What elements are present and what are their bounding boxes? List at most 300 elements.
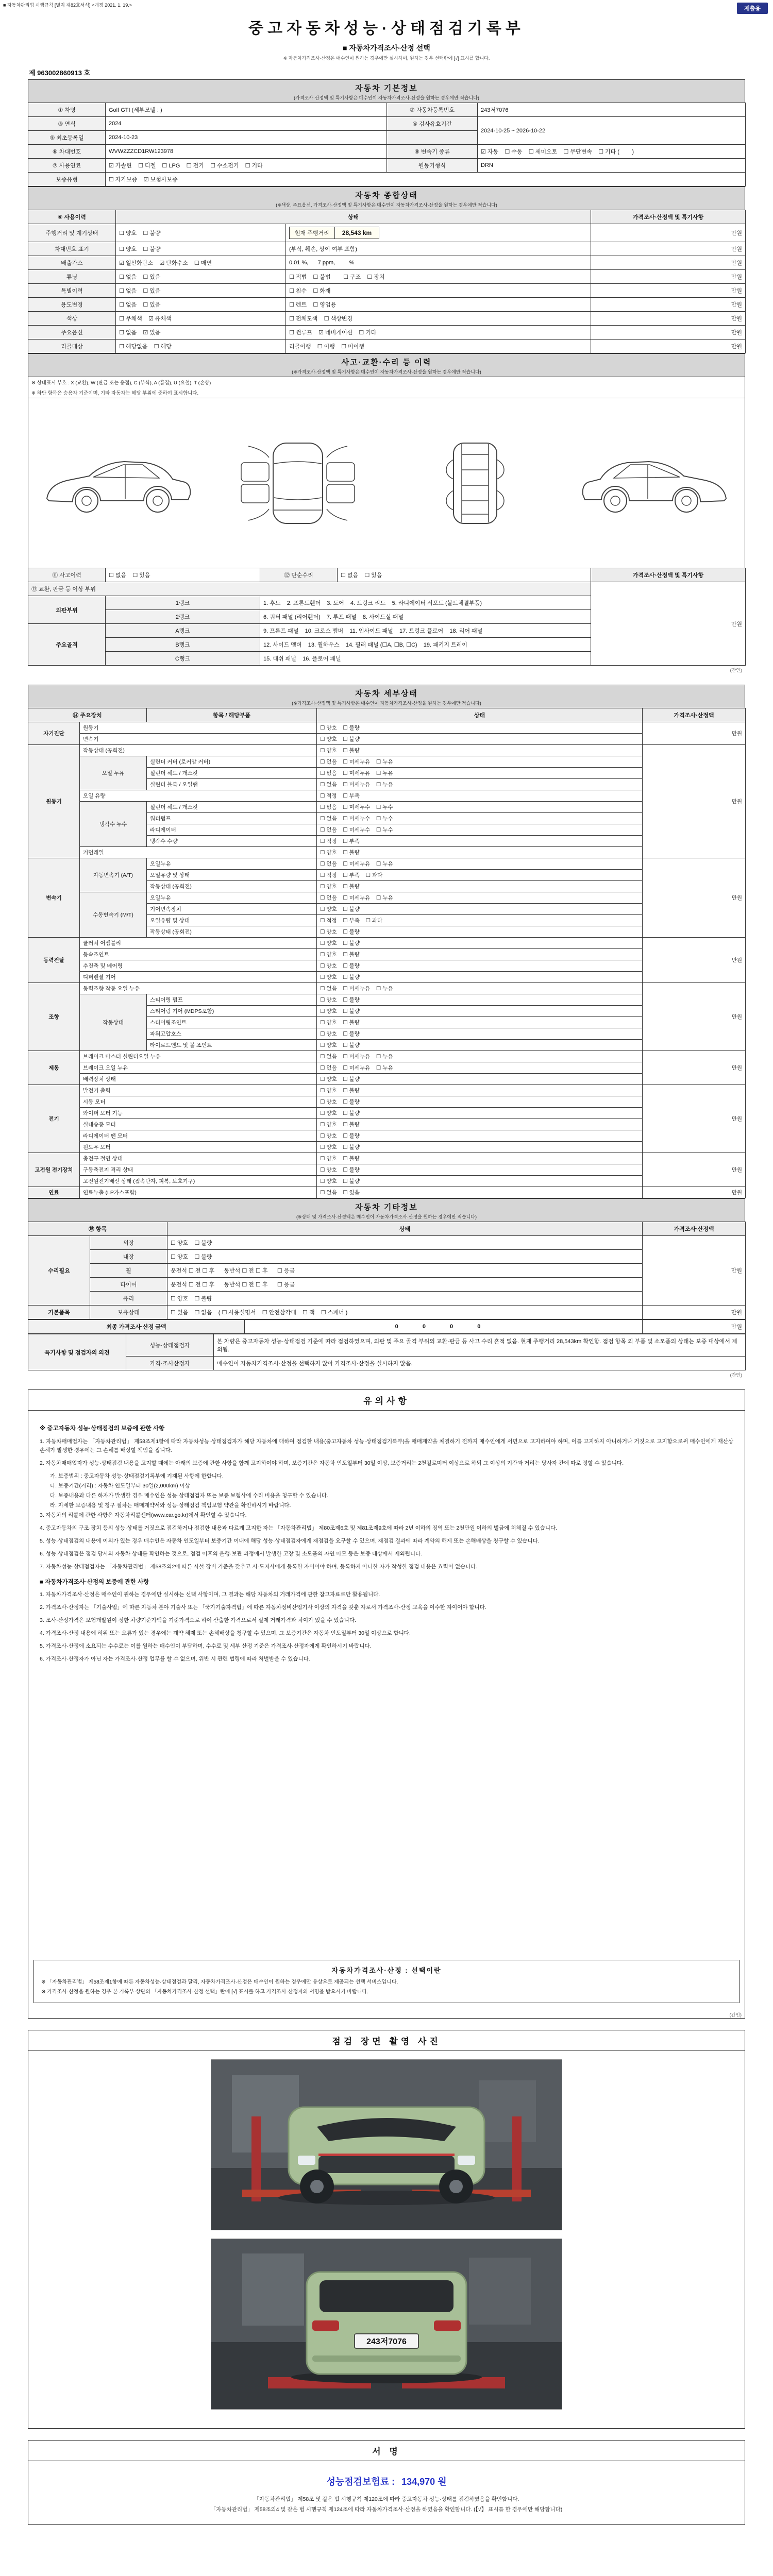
doc-title: 중고자동차성능·상태점검기록부: [248, 20, 525, 37]
summary-row: [28, 298, 746, 312]
price-unit-cell: 만원: [591, 256, 746, 270]
device-state-checkboxes[interactable]: ☐ 양호 ☐ 불량: [317, 1164, 643, 1176]
device-group-label: 원동기: [28, 745, 80, 858]
price-unit-cell: 만원: [643, 938, 746, 983]
summary-row: [28, 312, 746, 326]
device-item-label: 동력조향 작동 오일 누유: [80, 983, 317, 994]
price-survey-definition-box: [33, 1960, 740, 2003]
device-state-checkboxes[interactable]: ☐ 없음 ☐ 있음: [317, 1187, 643, 1198]
confirmation-line: 「자동차관리법」 제58조 및 같은 법 시행규칙 제120조에 따라 중고자동차 성능·상태를 점검하였음을 확인합니다.: [254, 2496, 519, 2502]
device-group-label: 변속기: [28, 858, 80, 938]
detail-row: [28, 892, 746, 904]
summary-item-label: 리콜대상: [28, 340, 116, 353]
summary-item-label: 튜닝: [28, 270, 116, 284]
panel-category-label: 외판부위: [28, 596, 106, 624]
panel-items-list[interactable]: 12. 사이드 멤버 13. 휠하우스 14. 필러 패널 (☐A, ☐B, ☐C) 19. 패키지 트레이: [260, 638, 591, 652]
table-header-row: [28, 1222, 746, 1236]
etc-group-label: 수리필요: [28, 1236, 90, 1306]
table-row: [28, 173, 746, 187]
notice-block-heading: ※ 중고자동차 성능·상태점검의 보증에 관한 사항: [40, 1426, 165, 1432]
section-final-price: [28, 1319, 745, 1334]
price-unit-cell: 만원: [643, 983, 746, 1051]
notice-item: 6. 성능·상태점검은 점검 당시의 자동차 상태를 확인하는 것으로, 점검 이후의 운행·보관 과정에서 발생한 고장 및 소모품의 자연 마모 등은 보증 대상에서 제외됩니다.: [40, 1550, 423, 1557]
device-state-checkboxes[interactable]: ☐ 양호 ☐ 불량: [317, 1028, 643, 1040]
section-accident-history: [28, 353, 745, 673]
notices-content: [28, 1411, 745, 1952]
table-row: [28, 117, 746, 131]
remarks-row: [28, 1357, 746, 1370]
device-item-label: 디퍼렌셜 기어: [80, 972, 317, 983]
doc-subtitle[interactable]: ■ 자동차가격조사·산정 선택: [343, 44, 430, 52]
price-unit-cell: 만원: [591, 270, 746, 284]
device-state-checkboxes[interactable]: ☐ 없음 ☐ 미세누수 ☐ 누수: [317, 824, 643, 836]
notice-item: 4. 가격조사·산정 내용에 허위 또는 오류가 있는 경우에는 계약 해제 또는 손해배상을 청구할 수 있으며, 그 보증기간은 자동차 인도일부터 30일 이상으로 합니다.: [40, 1630, 411, 1637]
inspection-period-label: ④ 검사유효기간: [387, 117, 478, 131]
first-registration-value: 2024-10-23: [106, 131, 387, 145]
device-state-checkboxes[interactable]: ☐ 양호 ☐ 불량: [317, 1085, 643, 1096]
device-state-checkboxes[interactable]: ☐ 양호 ☐ 불량: [317, 1153, 643, 1164]
summary-row: [28, 270, 746, 284]
price-unit-cell: 만원: [591, 340, 746, 353]
fuel-label: ⑦ 사용연료: [28, 159, 106, 173]
device-state-checkboxes[interactable]: ☐ 양호 ☐ 불량: [317, 1119, 643, 1130]
model-year-value: 2024: [106, 117, 387, 131]
device-state-checkboxes[interactable]: ☐ 양호 ☐ 불량: [317, 1096, 643, 1108]
signature-title: 서 명: [28, 2441, 745, 2461]
confirmation-line: 「자동차관리법」 제58조의4 및 같은 법 시행규칙 제124조에 따라 자동차가격조사·산정을 하였음을 확인합니다. (【√】 표시를 한 경우에만 해당합니다): [210, 2506, 563, 2513]
remarks-table: [28, 1334, 746, 1370]
panel-category-label: 주요골격: [28, 624, 106, 666]
notice-item: 4. 중고자동차의 구조·장치 등의 성능·상태를 거짓으로 점검하거나 점검한 내용과 다르게 고지한 자는 「자동차관리법」 제80조제6호 및 제81조제9호에 따라 2년 이하의 징역 또는 2천만원 이하의 벌금에 처해질 수 있습니다.: [40, 1524, 558, 1531]
page-seal-mark: (간인): [730, 668, 742, 673]
car-diagram-underbody-frame: [393, 437, 558, 530]
panel-rank-label: A랭크: [106, 624, 260, 638]
summary-state-checkboxes[interactable]: ☐ 없음 ☑ 있음: [116, 326, 286, 340]
submission-badge[interactable]: 제출용: [737, 3, 768, 14]
price-survey-definition-line: ※ 「자동차관리법」 제58조제1항에 따른 자동차성능·상태점검과 달리, 자동차가격조사·산정은 매수인이 원하는 경우에만 유상으로 제공되는 선택 서비스입니다.: [41, 1979, 398, 1985]
vin-label: ⑥ 차대번호: [28, 145, 106, 159]
etc-group-label: 기본품목: [28, 1306, 90, 1319]
device-state-checkboxes[interactable]: ☐ 없음 ☐ 미세누유 ☐ 누유: [317, 1062, 643, 1074]
device-state-checkboxes[interactable]: ☐ 양호 ☐ 불량: [317, 1142, 643, 1153]
device-item-label: 오일유량 및 상태: [147, 915, 317, 926]
etc-state-checkboxes[interactable]: ☐ 양호 ☐ 불량: [167, 1236, 643, 1250]
notice-item: 2. 가격조사·산정자는 「기술사법」에 따른 자동차 분야 기술사 또는 「국가기술자격법」에 따른 자동차정비산업기사 이상의 자격을 갖춘 자로서 가격조사·산정 교육을 이수한 자이어야 합니다.: [40, 1604, 486, 1611]
etc-state-checkboxes[interactable]: ☐ 양호 ☐ 불량: [167, 1250, 643, 1264]
notice-item: 5. 가격조사·산정에 소요되는 수수료는 이를 원하는 매수인이 부담하며, 수수료 및 세부 산정 기준은 가격조사·산정자에게 확인하시기 바랍니다.: [40, 1643, 372, 1650]
device-subgroup-label: 자동변속기 (A/T): [80, 858, 147, 892]
device-item-label: 스티어링조인트: [147, 1017, 317, 1028]
price-unit-cell: 만원: [643, 858, 746, 938]
detail-row: [28, 1130, 746, 1142]
etc-state-checkboxes[interactable]: ☐ 있음 ☐ 없음 ( ☐ 사용설명서 ☐ 안전삼각대 ☐ 잭 ☐ 스패너 ): [167, 1306, 643, 1319]
summary-state-checkboxes[interactable]: ☐ 없음 ☐ 있음: [116, 298, 286, 312]
device-group-label: 연료: [28, 1187, 80, 1198]
device-state-checkboxes[interactable]: ☐ 양호 ☐ 불량: [317, 745, 643, 756]
usage-history-column-header: ⑨ 사용이력: [28, 210, 116, 224]
device-item-label: 스티어링 기어 (MDPS포함): [147, 1006, 317, 1017]
device-state-checkboxes[interactable]: ☐ 없음 ☐ 미세누유 ☐ 누유: [317, 858, 643, 870]
price-unit-cell: 만원: [591, 312, 746, 326]
device-state-checkboxes[interactable]: ☐ 양호 ☐ 불량: [317, 1108, 643, 1119]
car-name-label: ① 차명: [28, 103, 106, 117]
remarks-label: 특기사항 및 점검자의 의견: [28, 1334, 126, 1370]
device-state-checkboxes[interactable]: ☐ 양호 ☐ 불량: [317, 938, 643, 949]
summary-detail-cell[interactable]: ☐ 썬루프 ☑ 네비게이션 ☐ 기타: [286, 326, 591, 340]
device-state-checkboxes[interactable]: ☐ 양호 ☐ 불량: [317, 960, 643, 972]
device-state-checkboxes[interactable]: ☐ 없음 ☐ 미세누유 ☐ 누유: [317, 1051, 643, 1062]
inspection-photo-front: [211, 2059, 562, 2230]
current-mileage-value: 28,543 km: [342, 229, 372, 236]
final-price-label: 최종 가격조사·산정 금액: [28, 1320, 245, 1334]
device-item-label: 오일누유: [147, 892, 317, 904]
notice-item: 3. 조사·산정가격은 보험개발원이 정한 차량기준가액을 기준가격으로 하여 산출한 가격으로서 실제 거래가격과 차이가 있을 수 있습니다.: [40, 1617, 356, 1624]
device-item-label: 와이퍼 모터 기능: [80, 1108, 317, 1119]
accident-history-checkboxes[interactable]: ☐ 없음 ☐ 있음: [106, 568, 260, 582]
notice-sub-item: 라. 자세한 보증내용 및 청구 절차는 매매계약서와 성능·상태점검 책임보험 약관을 확인하시기 바랍니다.: [50, 1502, 291, 1509]
device-state-checkboxes[interactable]: ☐ 양호 ☐ 불량: [317, 722, 643, 734]
car-diagram-top-panels: [215, 437, 380, 530]
reg-no-value: 243저7076: [478, 103, 746, 117]
detail-row: [28, 983, 746, 994]
etc-item-label: 휠: [90, 1264, 167, 1278]
device-item-label: 작동상태 (공회전): [147, 881, 317, 892]
detail-row: [28, 1119, 746, 1130]
final-price-table: [28, 1319, 746, 1334]
device-item-label: 원동기: [80, 722, 317, 734]
detail-section-title: 자동차 세부상태: [355, 689, 418, 698]
device-item-label: 오일유량 및 상태: [147, 870, 317, 881]
device-item-label: 워터펌프: [147, 813, 317, 824]
summary-row: [28, 340, 746, 353]
etc-row: [28, 1236, 746, 1250]
transmission-label: ⑧ 변속기 종류: [387, 145, 478, 159]
warranty-type-label: 보증유형: [28, 173, 106, 187]
detail-row: [28, 1096, 746, 1108]
notice-item: 3. 자동차의 리콜에 관한 사항은 자동차리콜센터(www.car.go.kr)에서 확인할 수 있습니다.: [40, 1512, 247, 1518]
section-detailed-condition: [28, 685, 745, 1198]
device-state-checkboxes[interactable]: ☐ 없음 ☐ 미세누유 ☐ 누유: [317, 892, 643, 904]
summary-row: [28, 256, 746, 270]
etc-section-header: [28, 1198, 745, 1222]
accident-history-label: ⑪ 사고이력: [28, 568, 106, 582]
summary-state-checkboxes[interactable]: ☐ 무채색 ☑ 유채색: [116, 312, 286, 326]
price-unit-cell: 만원: [591, 326, 746, 340]
notice-item: 1. 자동차가격조사·산정은 매수인이 원하는 경우에만 실시하는 선택 사항이며, 그 결과는 해당 자동차의 거래가격에 관한 참고자료로만 활용됩니다.: [40, 1591, 380, 1598]
device-state-checkboxes[interactable]: ☐ 양호 ☐ 불량: [317, 734, 643, 745]
price-unit-cell: 만원: [643, 1306, 746, 1319]
device-state-checkboxes[interactable]: ☐ 없음 ☐ 미세누수 ☐ 누수: [317, 813, 643, 824]
device-subgroup-label: 수동변속기 (M/T): [80, 892, 147, 938]
device-item-label: 클러치 어셈블리: [80, 938, 317, 949]
page-seal-mark: (간인): [730, 1372, 742, 1378]
section-remarks: [28, 1334, 745, 1378]
device-item-label: 타이로드엔드 및 볼 조인트: [147, 1040, 317, 1051]
section-signature: [28, 2440, 745, 2525]
etc-state-checkboxes[interactable]: ☐ 양호 ☐ 불량: [167, 1292, 643, 1306]
model-year-label: ③ 연식: [28, 117, 106, 131]
panel-items-list[interactable]: 15. 대쉬 패널 16. 플로어 패널: [260, 652, 591, 666]
device-state-checkboxes[interactable]: ☐ 양호 ☐ 불량: [317, 1130, 643, 1142]
etc-row: [28, 1264, 746, 1278]
summary-row: [28, 224, 746, 242]
price-unit-cell: 만원: [591, 582, 746, 666]
device-item-label: 실내송풍 모터: [80, 1119, 317, 1130]
device-state-checkboxes[interactable]: ☐ 없음 ☐ 미세누유 ☐ 누유: [317, 983, 643, 994]
engine-type-value: DRN: [478, 159, 746, 173]
state-column-header: 상태: [116, 210, 591, 224]
etc-section-title: 자동차 기타정보: [355, 1203, 418, 1212]
device-item-label: 브레이크 오일 누유: [80, 1062, 317, 1074]
summary-detail-cell[interactable]: ☐ 적법 ☐ 불법 ☐ 구조 ☐ 장치: [286, 270, 591, 284]
summary-detail-cell: [286, 224, 591, 242]
doc-number: 제 963002860913 호: [29, 69, 91, 77]
detail-row: [28, 994, 746, 1006]
etc-row: [28, 1292, 746, 1306]
price-unit-cell: 만원: [591, 298, 746, 312]
device-item-label: 구동축전지 격리 상태: [80, 1164, 317, 1176]
final-price-amount[interactable]: 0 0 0 0: [245, 1320, 643, 1334]
detail-section-note: (※가격조사·산정액 및 특기사항은 매수인이 자동차가격조사·산정을 원하는 경우에만 적습니다): [292, 701, 481, 706]
device-state-checkboxes[interactable]: ☐ 적정 ☐ 부족: [317, 790, 643, 802]
device-item-label: 기어변속장치: [147, 904, 317, 915]
page-seal-mark: (간인): [729, 2012, 742, 2018]
price-unit-cell: 만원: [643, 1187, 746, 1198]
etc-row: [28, 1250, 746, 1264]
device-item-label: 충전구 절연 상태: [80, 1153, 317, 1164]
detail-row: [28, 790, 746, 802]
device-state-checkboxes[interactable]: ☐ 양호 ☐ 불량: [317, 972, 643, 983]
form-reference: ■ 자동차관리법 시행규칙 [별지 제82호서식] <개정 2021. 1. 19.>: [3, 3, 132, 8]
price-unit-cell: 만원: [643, 745, 746, 858]
etc-item-label: 유리: [90, 1292, 167, 1306]
table-row: [28, 568, 746, 582]
device-item-label: 윈도우 모터: [80, 1142, 317, 1153]
panel-rank-label: 2랭크: [106, 610, 260, 624]
exchange-panel-label: ⑬ 교환, 판금 등 이상 부위: [28, 582, 591, 596]
device-state-checkboxes[interactable]: ☐ 양호 ☐ 불량: [317, 881, 643, 892]
table-header-row: [28, 210, 746, 224]
device-group-label: 동력전달: [28, 938, 80, 983]
etc-item-label: 보유상태: [90, 1306, 167, 1319]
accident-section-header: [28, 353, 745, 377]
price-survey-definition-title: 자동차가격조사·산정 : 선택이란: [331, 1967, 442, 1974]
summary-detail-cell: (부식, 훼손, 상이 여부 포함): [286, 242, 591, 256]
insurance-fee-amount: 134,970 원: [401, 2477, 447, 2487]
device-state-checkboxes[interactable]: ☐ 적정 ☐ 부족 ☐ 과다: [317, 870, 643, 881]
etc-row: [28, 1278, 746, 1292]
device-item-label: 실린더 블록 / 오일팬: [147, 779, 317, 790]
section-basic-info: [28, 79, 745, 187]
detail-row: [28, 1142, 746, 1153]
summary-state-checkboxes[interactable]: ☐ 양호 ☐ 불량: [116, 242, 286, 256]
device-state-checkboxes[interactable]: ☐ 없음 ☐ 미세누유 ☐ 누유: [317, 768, 643, 779]
panel-items-list[interactable]: 9. 프론트 패널 10. 크로스 멤버 11. 인사이드 패널 17. 트렁크 플로어 18. 리어 패널: [260, 624, 591, 638]
notice-item: 5. 성능·상태점검의 내용에 이의가 있는 경우 매수인은 자동차 인도일부터 보증기간 이내에 해당 성능·상태점검자에게 재점검을 요구할 수 있으며, 재점검 결과에 따라 계약의 해제 또는 손해배상을 청구할 수 있습니다.: [40, 1537, 540, 1544]
etc-item-column-header: ⑮ 항목: [28, 1222, 167, 1236]
summary-detail-cell[interactable]: ☐ 침수 ☐ 화재: [286, 284, 591, 298]
panel-items-list[interactable]: 1. 후드 2. 프론트휀더 3. 도어 4. 트렁크 리드 5. 라디에이터 서포트 (볼트체결부품): [260, 596, 591, 610]
table-header-row: [28, 708, 746, 722]
summary-detail-cell[interactable]: ☐ 전체도색 ☐ 색상변경: [286, 312, 591, 326]
device-state-checkboxes[interactable]: ☐ 양호 ☐ 불량: [317, 994, 643, 1006]
panel-items-list[interactable]: 6. 쿼터 패널 (리어휀더) 7. 루프 패널 8. 사이드실 패널: [260, 610, 591, 624]
doc-subtitle-note: ※ 자동차가격조사·산정은 매수인이 원하는 경우에만 실시하며, 원하는 경우 선택란에 [√] 표시를 합니다.: [283, 56, 490, 61]
detail-row: [28, 938, 746, 949]
detail-row: [28, 722, 746, 734]
summary-row: [28, 242, 746, 256]
table-row: [28, 145, 746, 159]
transmission-checkboxes[interactable]: ☑ 자동 ☐ 수동 ☐ 세미오토 ☐ 무단변속 ☐ 기타 ( ): [478, 145, 746, 159]
notice-item: 7. 자동차성능·상태점검자는 「자동차관리법」 제58조의2에 따른 시설·장비 기준을 갖추고 시·도지사에게 등록한 자이어야 하며, 등록하지 아니한 자가 작성한 점검 내용은 효력이 없습니다.: [40, 1563, 478, 1570]
device-group-label: 제동: [28, 1051, 80, 1085]
etc-item-label: 외장: [90, 1236, 167, 1250]
summary-state-checkboxes[interactable]: ☑ 일산화탄소 ☑ 탄화수소 ☐ 매연: [116, 256, 286, 270]
detail-row: [28, 734, 746, 745]
basic-section-note: (가격조사·산정액 및 특기사항은 매수인이 자동차가격조사·산정을 원하는 경우에만 적습니다): [294, 95, 479, 100]
summary-section-title: 자동차 종합상태: [355, 191, 418, 200]
section-notices: [28, 1389, 745, 2019]
device-state-checkboxes[interactable]: ☐ 양호 ☐ 불량: [317, 1176, 643, 1187]
etc-state-checkboxes[interactable]: 운전석 ☐ 전 ☐ 후 동반석 ☐ 전 ☐ 후 ☐ 응급: [167, 1278, 643, 1292]
section-etc-info: [28, 1198, 745, 1319]
reg-no-label: ② 자동차등록번호: [387, 103, 478, 117]
device-item-label: 라디에이터 팬 모터: [80, 1130, 317, 1142]
doc-header: [28, 0, 745, 77]
remarks-row: [28, 1334, 746, 1357]
state-code-legend: ※ 상태표시 부호 : X (교환), W (판금 또는 용접), C (부식), A (흠집), U (요철), T (손상): [28, 377, 745, 387]
device-item-label: 발전기 출력: [80, 1085, 317, 1096]
remarks-text: 본 차량은 중고자동차 성능·상태점검 기준에 따라 점검하였으며, 외판 및 주요 골격 부위의 교환·판금 등 사고 수리 흔적 없음. 현재 주행거리 28,543km 확인함. 점검 항목 외 부품 및 소모품의 상태는 보증 대상에서 제외됨.: [214, 1334, 746, 1357]
device-item-label: 실린더 헤드 / 개스킷: [147, 768, 317, 779]
summary-row: [28, 284, 746, 298]
etc-item-label: 타이어: [90, 1278, 167, 1292]
notices-title: 유의사항: [28, 1390, 745, 1411]
price-column-header: 가격조사·산정액: [643, 708, 746, 722]
fuel-checkboxes[interactable]: ☑ 가솔린 ☐ 디젤 ☐ LPG ☐ 전기 ☐ 수소전기 ☐ 기타: [106, 159, 387, 173]
etc-item-label: 내장: [90, 1250, 167, 1264]
empty-cell: [387, 131, 478, 145]
device-state-checkboxes[interactable]: ☐ 양호 ☐ 불량: [317, 1017, 643, 1028]
device-state-checkboxes[interactable]: ☐ 양호 ☐ 불량: [317, 949, 643, 960]
device-state-checkboxes[interactable]: ☐ 양호 ☐ 불량: [317, 1074, 643, 1085]
device-state-checkboxes[interactable]: ☐ 적정 ☐ 부족: [317, 836, 643, 847]
device-state-checkboxes[interactable]: ☐ 양호 ☐ 불량: [317, 847, 643, 858]
etc-row: [28, 1306, 746, 1319]
notice-item: 1. 자동차매매업자는 「자동차관리법」 제58조제1항에 따라 자동차성능·상태점검자가 해당 자동차에 대하여 점검한 내용(중고자동차 성능·상태점검기록부)을 매매계약을 체결하기 전까지 매수인에게 서면으로 고지하여야 하며, 이를 고지하지 아니하거나 거짓으로 고지함으로써 매수인에게 재산상 손해가 발생한 경우에는 그 손해를 배상할 책임을 집니다.: [40, 1438, 733, 1453]
price-unit-cell: 만원: [643, 1153, 746, 1187]
device-item-label: 오일누유: [147, 858, 317, 870]
table-row: [28, 582, 746, 596]
warranty-type-checkboxes[interactable]: ☐ 자가보증 ☑ 보험사보증: [106, 173, 746, 187]
summary-item-label: 주행거리 및 계기상태: [28, 224, 116, 242]
device-subgroup-label: 오일 누유: [80, 756, 147, 790]
current-mileage-box: [289, 227, 379, 239]
summary-section-note: (※색상, 주요옵션, 가격조사·산정액 및 특기사항은 매수인이 자동차가격조사·산정을 원하는 경우에만 적습니다): [276, 202, 497, 208]
first-registration-label: ⑤ 최초등록일: [28, 131, 106, 145]
device-item-label: 추진축 및 베어링: [80, 960, 317, 972]
notice-sub-item: 다. 보증내용과 다른 하자가 발생한 경우 매수인은 성능·상태점검자 또는 보증 보험사에 수리 비용을 청구할 수 있습니다.: [50, 1492, 328, 1499]
detail-row: [28, 1153, 746, 1164]
device-item-label: 작동상태 (공회전): [147, 926, 317, 938]
summary-state-checkboxes[interactable]: ☐ 없음 ☐ 있음: [116, 270, 286, 284]
detail-row: [28, 745, 746, 756]
accident-price-column-header: 가격조사·산정액 및 특기사항: [591, 568, 746, 582]
detail-row: [28, 1085, 746, 1096]
summary-detail-cell[interactable]: ☐ 렌트 ☐ 영업용: [286, 298, 591, 312]
device-state-checkboxes[interactable]: ☐ 양호 ☐ 불량: [317, 1006, 643, 1017]
detail-row: [28, 960, 746, 972]
price-column-header: 가격조사·산정액 및 특기사항: [591, 210, 746, 224]
engine-type-label: 원동기형식: [387, 159, 478, 173]
summary-item-label: 색상: [28, 312, 116, 326]
basic-info-table: [28, 103, 746, 187]
photo-area: [28, 2051, 745, 2428]
summary-item-label: 배출가스: [28, 256, 116, 270]
device-item-label: 오일 유량: [80, 790, 317, 802]
price-unit-cell: 만원: [591, 224, 746, 242]
section-overall-condition: [28, 187, 745, 353]
detail-row: [28, 1051, 746, 1062]
summary-item-label: 차대번호 표기: [28, 242, 116, 256]
summary-state-checkboxes[interactable]: ☐ 없음 ☐ 있음: [116, 284, 286, 298]
section-inspection-photos: [28, 2030, 745, 2429]
insurance-fee-label: 성능점검보험료 :: [326, 2477, 395, 2487]
device-state-checkboxes[interactable]: ☐ 양호 ☐ 불량: [317, 926, 643, 938]
overall-condition-table: [28, 210, 746, 353]
price-unit-cell: 만원: [591, 284, 746, 298]
state-column-header: 상태: [317, 708, 643, 722]
notice-sub-item: 나. 보증기간(거리) : 자동차 인도일부터 30일(2,000km) 이상: [50, 1482, 190, 1489]
summary-detail-cell[interactable]: 리콜이행 ☐ 이행 ☐ 미이행: [286, 340, 591, 353]
etc-price-column-header: 가격조사·산정액: [643, 1222, 746, 1236]
simple-repair-checkboxes[interactable]: ☐ 없음 ☐ 있음: [338, 568, 591, 582]
etc-state-checkboxes[interactable]: 운전석 ☐ 전 ☐ 후 동반석 ☐ 전 ☐ 후 ☐ 응급: [167, 1264, 643, 1278]
device-item-label: 등속조인트: [80, 949, 317, 960]
price-survey-definition-line: ※ 가격조사·산정을 원하는 경우 본 기록부 상단의 「자동차가격조사·산정 선택」란에 [√] 표시를 하고 가격조사·산정자의 서명을 받으시기 바랍니다.: [41, 1989, 368, 1995]
summary-item-label: 특별이력: [28, 284, 116, 298]
car-name-value: Golf GTI (세부모델 : ): [106, 103, 387, 117]
device-state-checkboxes[interactable]: ☐ 적정 ☐ 부족 ☐ 과다: [317, 915, 643, 926]
device-state-checkboxes[interactable]: ☐ 없음 ☐ 미세누유 ☐ 누유: [317, 779, 643, 790]
car-diagram-strip: [28, 398, 745, 568]
summary-state-checkboxes[interactable]: ☐ 양호 ☐ 불량: [116, 224, 286, 242]
etc-state-column-header: 상태: [167, 1222, 643, 1236]
table-row: [28, 1320, 746, 1334]
accident-section-title: 사고·교환·수리 등 이력: [341, 358, 432, 367]
summary-item-label: 용도변경: [28, 298, 116, 312]
detail-row: [28, 847, 746, 858]
device-state-checkboxes[interactable]: ☐ 없음 ☐ 미세누수 ☐ 누수: [317, 802, 643, 813]
device-state-checkboxes[interactable]: ☐ 양호 ☐ 불량: [317, 1040, 643, 1051]
summary-state-checkboxes[interactable]: ☐ 해당없음 ☐ 해당: [116, 340, 286, 353]
notice-item: 6. 가격조사·산정자가 아닌 자는 가격조사·산정 업무를 할 수 없으며, 위반 시 관련 법령에 따라 처벌받을 수 있습니다.: [40, 1656, 310, 1663]
photos-title: 점검 장면 촬영 사진: [28, 2030, 745, 2051]
device-group-label: 전기: [28, 1085, 80, 1153]
basic-section-title: 자동차 기본정보: [355, 84, 418, 93]
detail-section-header: [28, 685, 745, 708]
device-state-checkboxes[interactable]: ☐ 없음 ☐ 미세누유 ☐ 누유: [317, 756, 643, 768]
vehicle-type-legend: ※ 하단 항목은 승용차 기준이며, 기타 자동차는 해당 부위에 준하여 표시합니다.: [28, 387, 745, 398]
signature-content: [28, 2461, 745, 2524]
accident-history-table: [28, 568, 746, 666]
summary-detail-cell: 0.01 %, 7 ppm, %: [286, 256, 591, 270]
inspection-photo-rear: [211, 2239, 562, 2410]
device-state-checkboxes[interactable]: ☐ 양호 ☐ 불량: [317, 904, 643, 915]
remarks-text: 매수인이 자동차가격조사·산정을 선택하지 않아 가격조사·산정을 실시하지 않음.: [214, 1357, 746, 1370]
detail-row: [28, 858, 746, 870]
device-group-label: 고전원 전기장치: [28, 1153, 80, 1187]
